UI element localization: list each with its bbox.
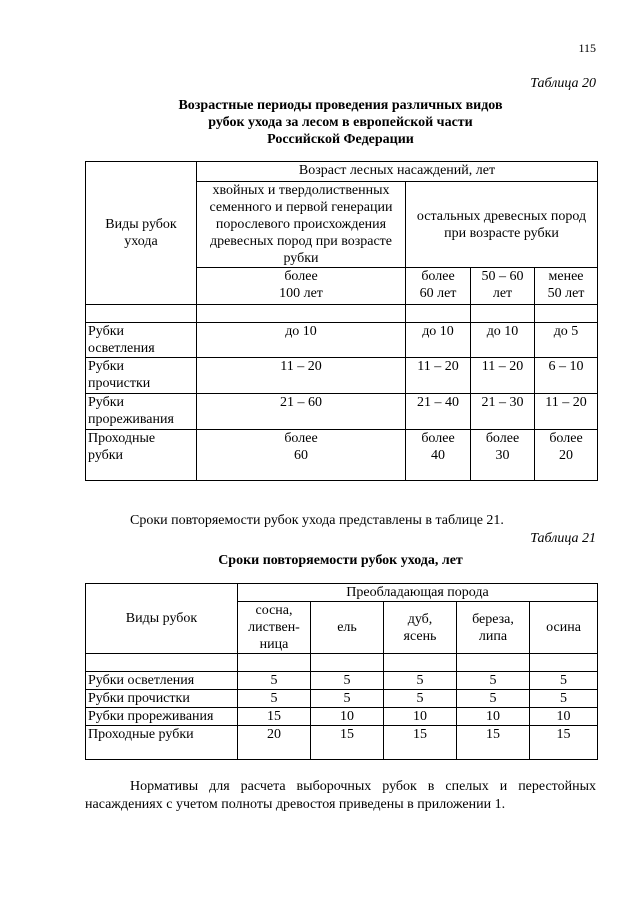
table-row: Рубки осветления до 10 до 10 до 10 до 5	[86, 323, 598, 358]
table-row: Проходные рубки более 60 более 40 более 30 более 20	[86, 430, 598, 481]
table-row: Рубки прореживания 21 – 60 21 – 40 21 – 30 11 – 20	[86, 394, 598, 430]
table-21-species-header: Преобладающая порода	[238, 584, 598, 602]
table-21-col-spruce: ель	[311, 602, 384, 654]
table-20-caption: Таблица 20	[530, 76, 596, 91]
table-20-types-header: Виды рубок ухода	[86, 162, 197, 305]
table-21-spacer-row	[86, 654, 598, 672]
table-20-spacer-row	[86, 305, 598, 323]
paragraph-1: Сроки повторяемости рубок ухода представлены в таблице 21.	[130, 513, 504, 528]
table-21-caption: Таблица 21	[530, 531, 596, 546]
table-row: Рубки прочистки 5 5 5 5 5	[86, 690, 598, 708]
paragraph-2: Нормативы для расчета выборочных рубок в спелых и перестойных насаждениях с учетом полноты древостоя приведены в приложении 1.	[85, 779, 596, 812]
table-row: Рубки прореживания 15 10 10 10 10	[86, 708, 598, 726]
table-20-col-4: менее 50 лет	[535, 268, 598, 305]
table-20-col-1: более 100 лет	[197, 268, 406, 305]
table-row: Проходные рубки 20 15 15 15 15	[86, 726, 598, 760]
table-21-col-pine: сосна, листвен- ница	[238, 602, 311, 654]
table-21-col-oak: дуб, ясень	[384, 602, 457, 654]
table-21-col-birch: береза, липа	[457, 602, 530, 654]
table-20	[85, 161, 598, 481]
table-21-title: Сроки повторяемости рубок ухода, лет	[218, 553, 463, 568]
table-21	[85, 583, 598, 760]
table-20-conifer-header: хвойных и твердолиственных семенного и первой генерации порослевого происхождения древесных пород при возрасте рубки	[197, 182, 406, 268]
table-21-col-aspen: осина	[530, 602, 598, 654]
table-20-other-header: остальных древесных пород при возрасте рубки	[406, 182, 598, 268]
table-row: Рубки прочистки 11 – 20 11 – 20 11 – 20 6 – 10	[86, 358, 598, 394]
table-21-types-header: Виды рубок	[86, 584, 238, 654]
table-20-title: Возрастные периоды проведения различных видов рубок ухода за лесом в европейской части Российской Федерации	[178, 98, 503, 147]
table-row: Рубки осветления 5 5 5 5 5	[86, 672, 598, 690]
table-20-col-3: 50 – 60 лет	[471, 268, 535, 305]
table-20-age-header: Возраст лесных насаждений, лет	[197, 162, 598, 182]
page-number: 115	[578, 41, 596, 55]
table-20-col-2: более 60 лет	[406, 268, 471, 305]
